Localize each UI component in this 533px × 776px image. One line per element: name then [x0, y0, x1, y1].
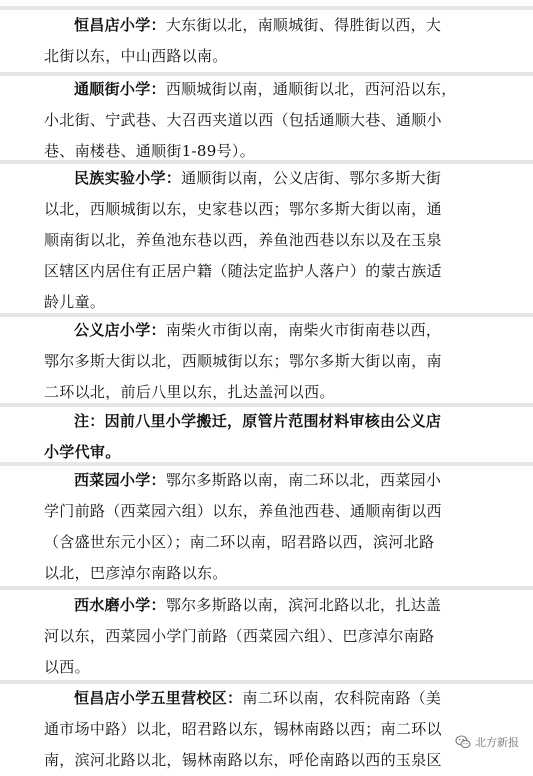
- entry-3-line-1: 鄂尔多斯大街以北，西顺城街以东；鄂尔多斯大街以南，南: [44, 352, 442, 370]
- entry-5-text-0: 鄂尔多斯路以南，南二环以北，西菜园小: [165, 471, 442, 489]
- wechat-icon: [455, 734, 471, 750]
- entry-2-text-0: 通顺街以南，公义店街、鄂尔多斯大街: [181, 169, 442, 187]
- entry-2-title: 民族实验小学：: [74, 169, 182, 187]
- entry-3-text-0: 南柴火市街以南，南柴火市街南巷以西，: [165, 321, 442, 339]
- entry-0-line-0: [44, 10, 492, 41]
- entry-3-title: 公义店小学：: [74, 321, 166, 339]
- entry-6-line-2: 以西。: [44, 658, 90, 676]
- entry-2-line-4: 龄儿童。: [44, 293, 106, 311]
- entry-2: [44, 163, 492, 318]
- entry-0-line-1: 北街以东，中山西路以南。: [44, 47, 228, 65]
- entry-5-line-2: （含盛世东元小区）；南二环以南，昭君路以西，滨河北路: [44, 533, 435, 551]
- entry-1-line-2: 巷、南楼巷、通顺街1-89号）。: [44, 142, 255, 160]
- entry-6-line-1: 河以东，西菜园小学门前路（西菜园六组）、巴彦淖尔南路: [44, 627, 435, 645]
- entry-7-text-0: 南二环以南，农科院南路（美: [242, 689, 442, 707]
- entry-2-line-3: 区辖区内居住有正居户籍（随法定监护人落户）的蒙古族适: [44, 262, 442, 280]
- entry-2-line-2: 顺南街以北，养鱼池东巷以西，养鱼池西巷以东以及在玉泉: [44, 231, 442, 249]
- entry-2-line-0: [44, 163, 492, 194]
- entry-5-line-0: [44, 465, 492, 496]
- watermark-text: 北方新报: [475, 736, 519, 749]
- entry-3: [44, 315, 492, 408]
- entry-1-line-0: [44, 74, 492, 105]
- note-line-0: 注：因前八里小学搬迁，原管片范围材料审核由公义店: [74, 412, 442, 430]
- entry-6-title: 西水磨小学：: [74, 596, 166, 614]
- entry-5-line-3: 以北，巴彦淖尔南路以东。: [44, 564, 228, 582]
- entry-0-text-0: 大东街以北，南顺城街、得胜街以西，大: [165, 16, 442, 34]
- entry-5-line-1: 学门前路（西菜园六组）以东，养鱼池西巷、通顺南街以西: [44, 502, 442, 520]
- entry-7-line-2: 南，滨河北路以北，锡林南路以东，呼伦南路以西的玉泉区: [44, 751, 442, 769]
- entry-0: [44, 10, 492, 72]
- entry-5: [44, 465, 492, 589]
- entry-7-line-1: 通市场中路）以北，昭君路以东，锡林南路以西；南二环以: [44, 720, 442, 738]
- entry-7: [44, 683, 492, 776]
- entry-1-title: 通顺街小学：: [74, 80, 166, 98]
- entry-7-title: 恒昌店小学五里营校区：: [74, 689, 243, 707]
- entry-1-line-1: 小北街、宁武巷、大召西夹道以西（包括通顺大巷、通顺小: [44, 111, 442, 129]
- entry-3-line-2: 二环以北，前后八里以东，扎达盖河以西。: [44, 383, 335, 401]
- entry-4-note: [44, 406, 492, 468]
- entry-3-line-0: [44, 315, 492, 346]
- entry-7-line-0: [44, 683, 492, 714]
- entry-2-line-1: 以北，西顺城街以东，史家巷以西；鄂尔多斯大街以南，通: [44, 200, 442, 218]
- entry-5-title: 西菜园小学：: [74, 471, 166, 489]
- entry-0-title: 恒昌店小学：: [74, 16, 166, 34]
- note-line-1: 小学代审。: [44, 443, 121, 461]
- entry-6: [44, 590, 492, 683]
- entry-1-text-0: 西顺城街以南，通顺街以北，西河沿以东，: [165, 80, 457, 98]
- entry-6-line-0: [44, 590, 492, 621]
- entry-6-text-0: 鄂尔多斯路以南，滨河北路以北，扎达盖: [165, 596, 442, 614]
- entry-1: [44, 74, 492, 167]
- watermark: [455, 734, 519, 750]
